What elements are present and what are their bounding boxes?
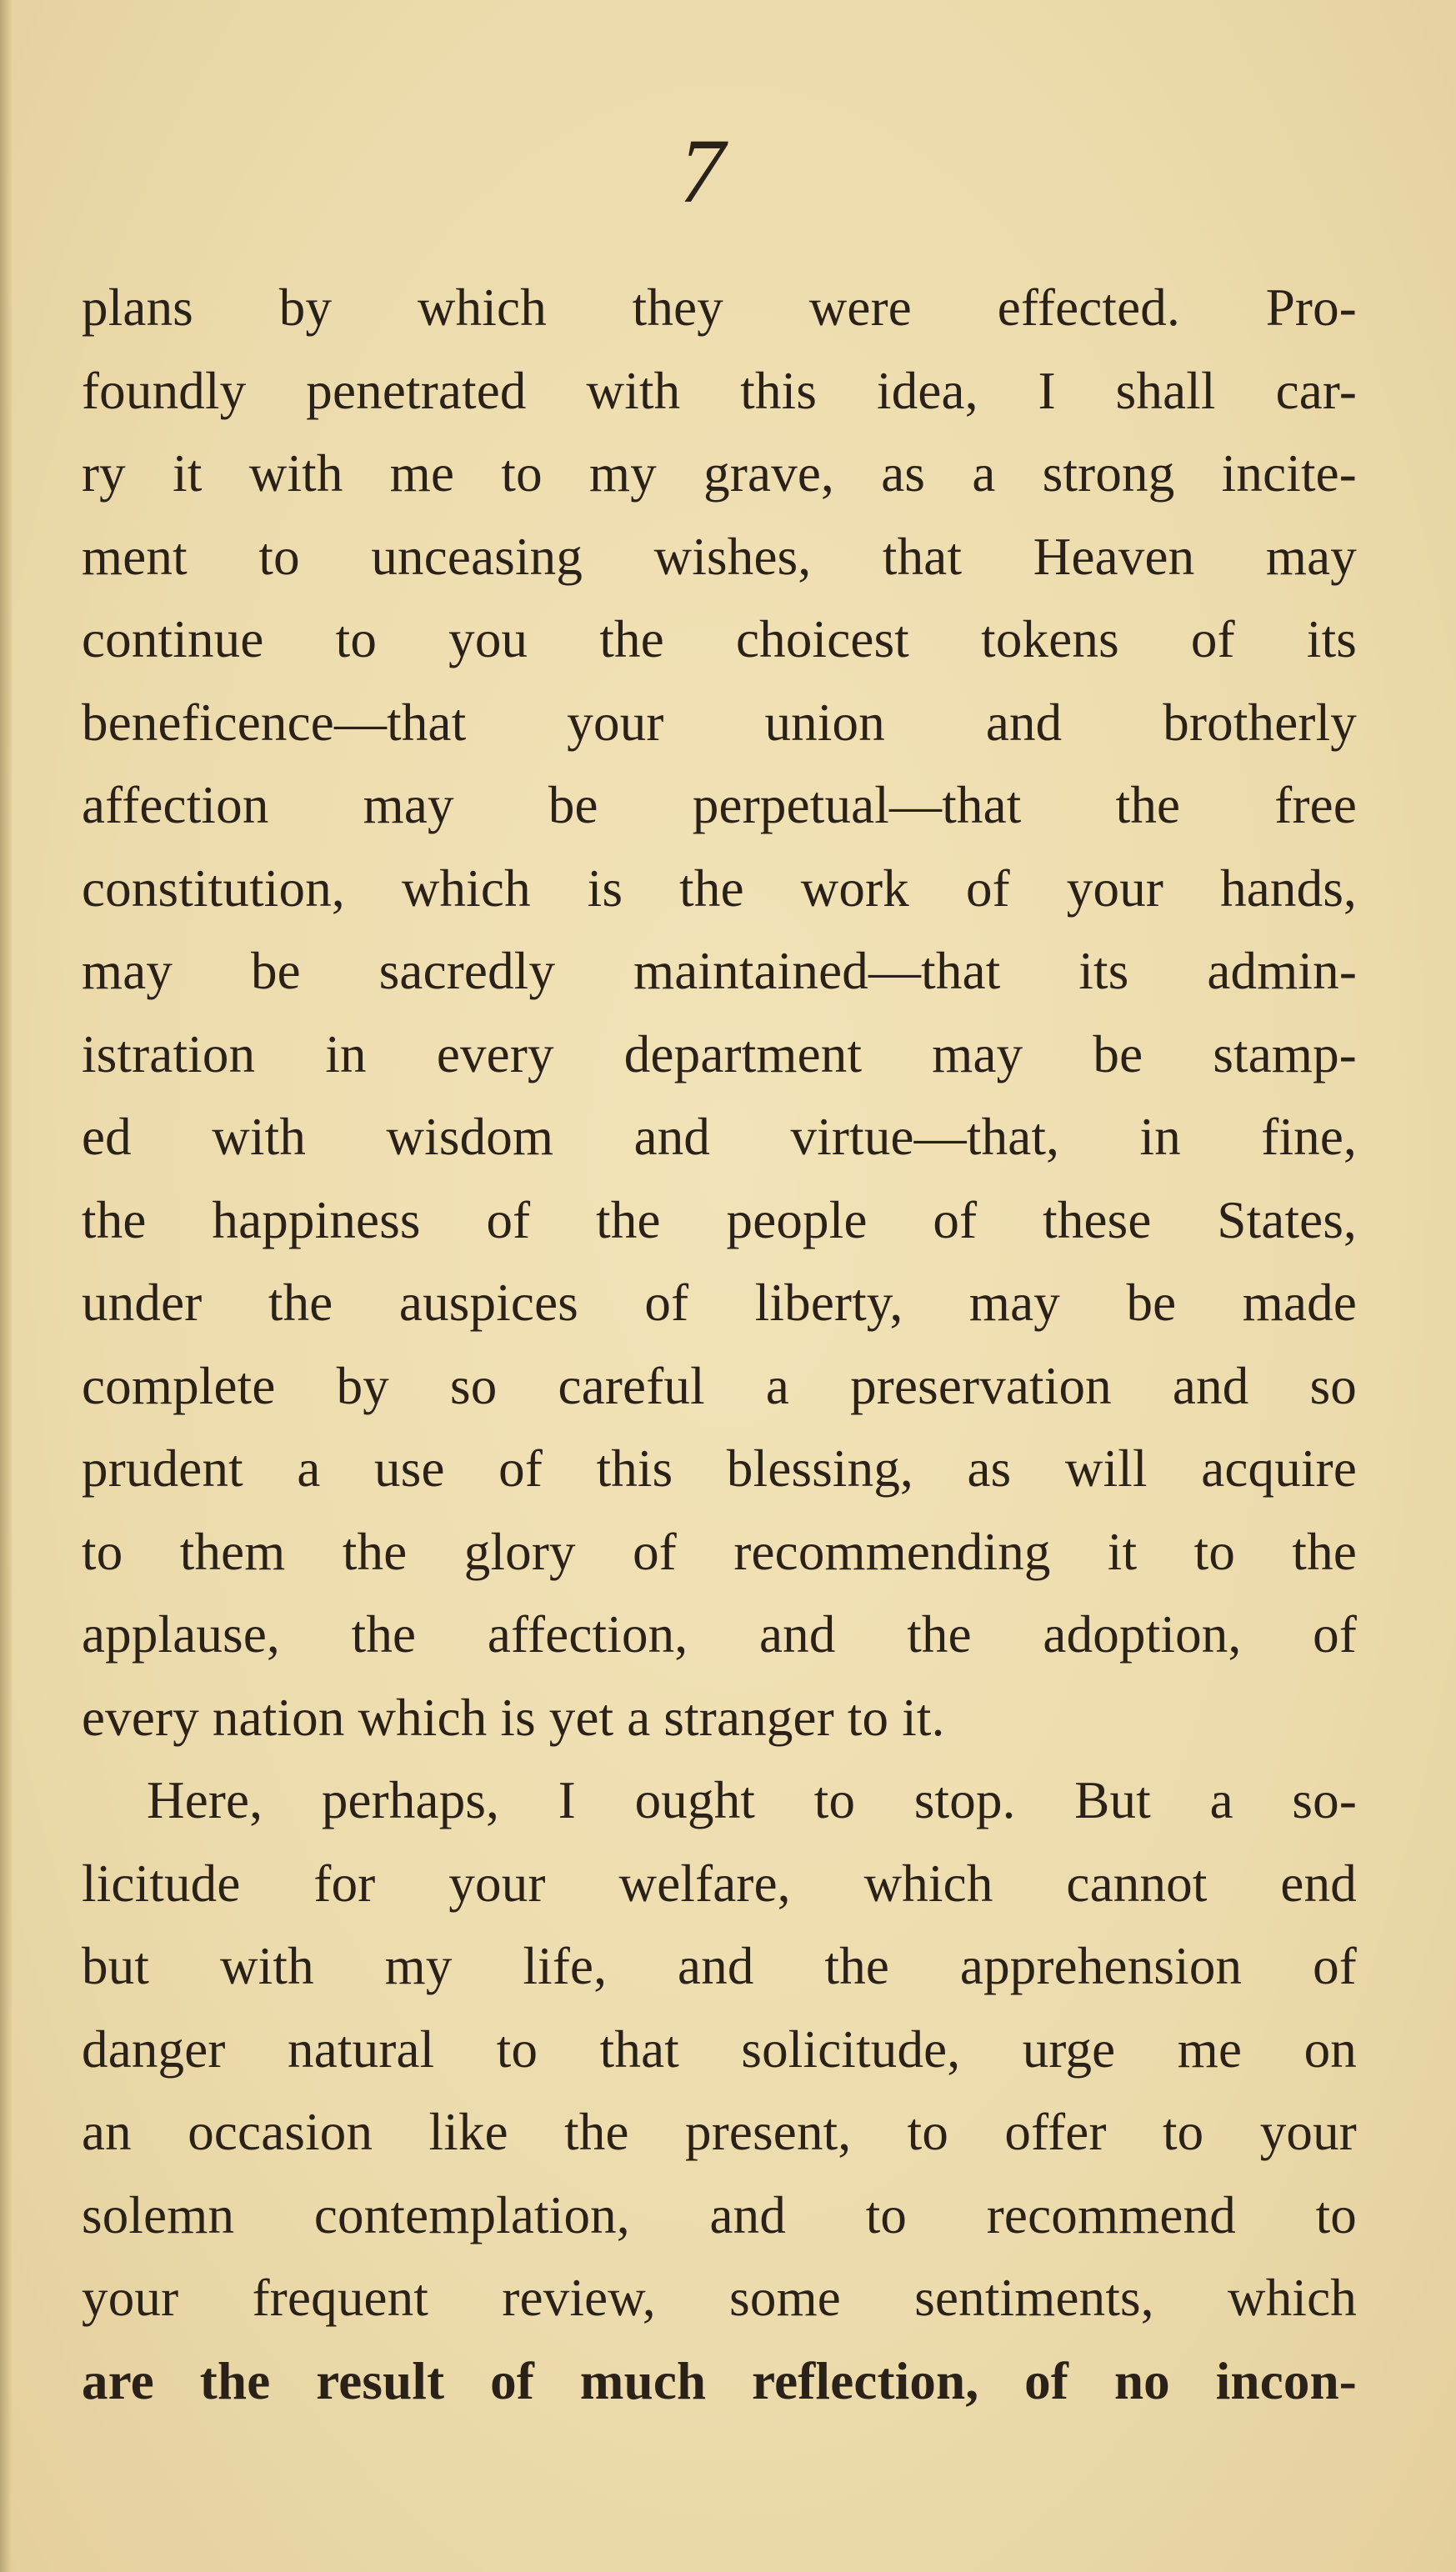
- text-line: are the result of much reflection, of no incon-: [82, 2351, 1357, 2410]
- text-line: applause, the affection, and the adoption, of: [82, 1605, 1357, 1664]
- body-text: [82, 267, 1357, 2423]
- text-line: but with my life, and the apprehension of: [82, 1937, 1357, 1995]
- text-line: affection may be perpetual—that the free: [82, 776, 1357, 834]
- paragraph-start-line: Here, perhaps, I ought to stop. But a so-: [147, 1771, 1357, 1829]
- text-line: licitude for your welfare, which cannot end: [82, 1854, 1357, 1913]
- text-line: prudent a use of this blessing, as will acquire: [82, 1439, 1357, 1498]
- text-line: constitution, which is the work of your hands,: [82, 858, 1357, 918]
- text-line: plans by which they were effected. Pro-: [82, 278, 1357, 337]
- page-number: 7: [679, 120, 725, 222]
- text-line: ment to unceasing wishes, that Heaven may: [82, 527, 1357, 586]
- page-spine-shadow: [0, 0, 12, 2572]
- text-line: the happiness of the people of these States,: [82, 1190, 1357, 1249]
- text-line: solemn contemplation, and to recommend to: [82, 2185, 1357, 2244]
- text-line: your frequent review, some sentiments, which: [82, 2269, 1357, 2327]
- text-line: every nation which is yet a stranger to it.: [82, 1688, 945, 1747]
- text-line: to them the glory of recommending it to the: [82, 1522, 1357, 1581]
- text-line: under the auspices of liberty, may be made: [82, 1273, 1357, 1332]
- text-line: istration in every department may be stamp-: [82, 1024, 1357, 1083]
- text-line: foundly penetrated with this idea, I shall car-: [82, 361, 1357, 420]
- text-line: ed with wisdom and virtue—that, in fine,: [82, 1108, 1357, 1166]
- text-line: danger natural to that solicitude, urge me on: [82, 2019, 1357, 2079]
- text-line: ry it with me to my grave, as a strong incite-: [82, 444, 1357, 503]
- text-line: beneficence—that your union and brotherly: [82, 693, 1357, 752]
- text-line: an occasion like the present, to offer to your: [82, 2103, 1357, 2161]
- text-line: continue to you the choicest tokens of its: [82, 610, 1357, 668]
- text-line: may be sacredly maintained—that its admin-: [82, 942, 1357, 1000]
- text-line: complete by so careful a preservation and so: [82, 1356, 1357, 1415]
